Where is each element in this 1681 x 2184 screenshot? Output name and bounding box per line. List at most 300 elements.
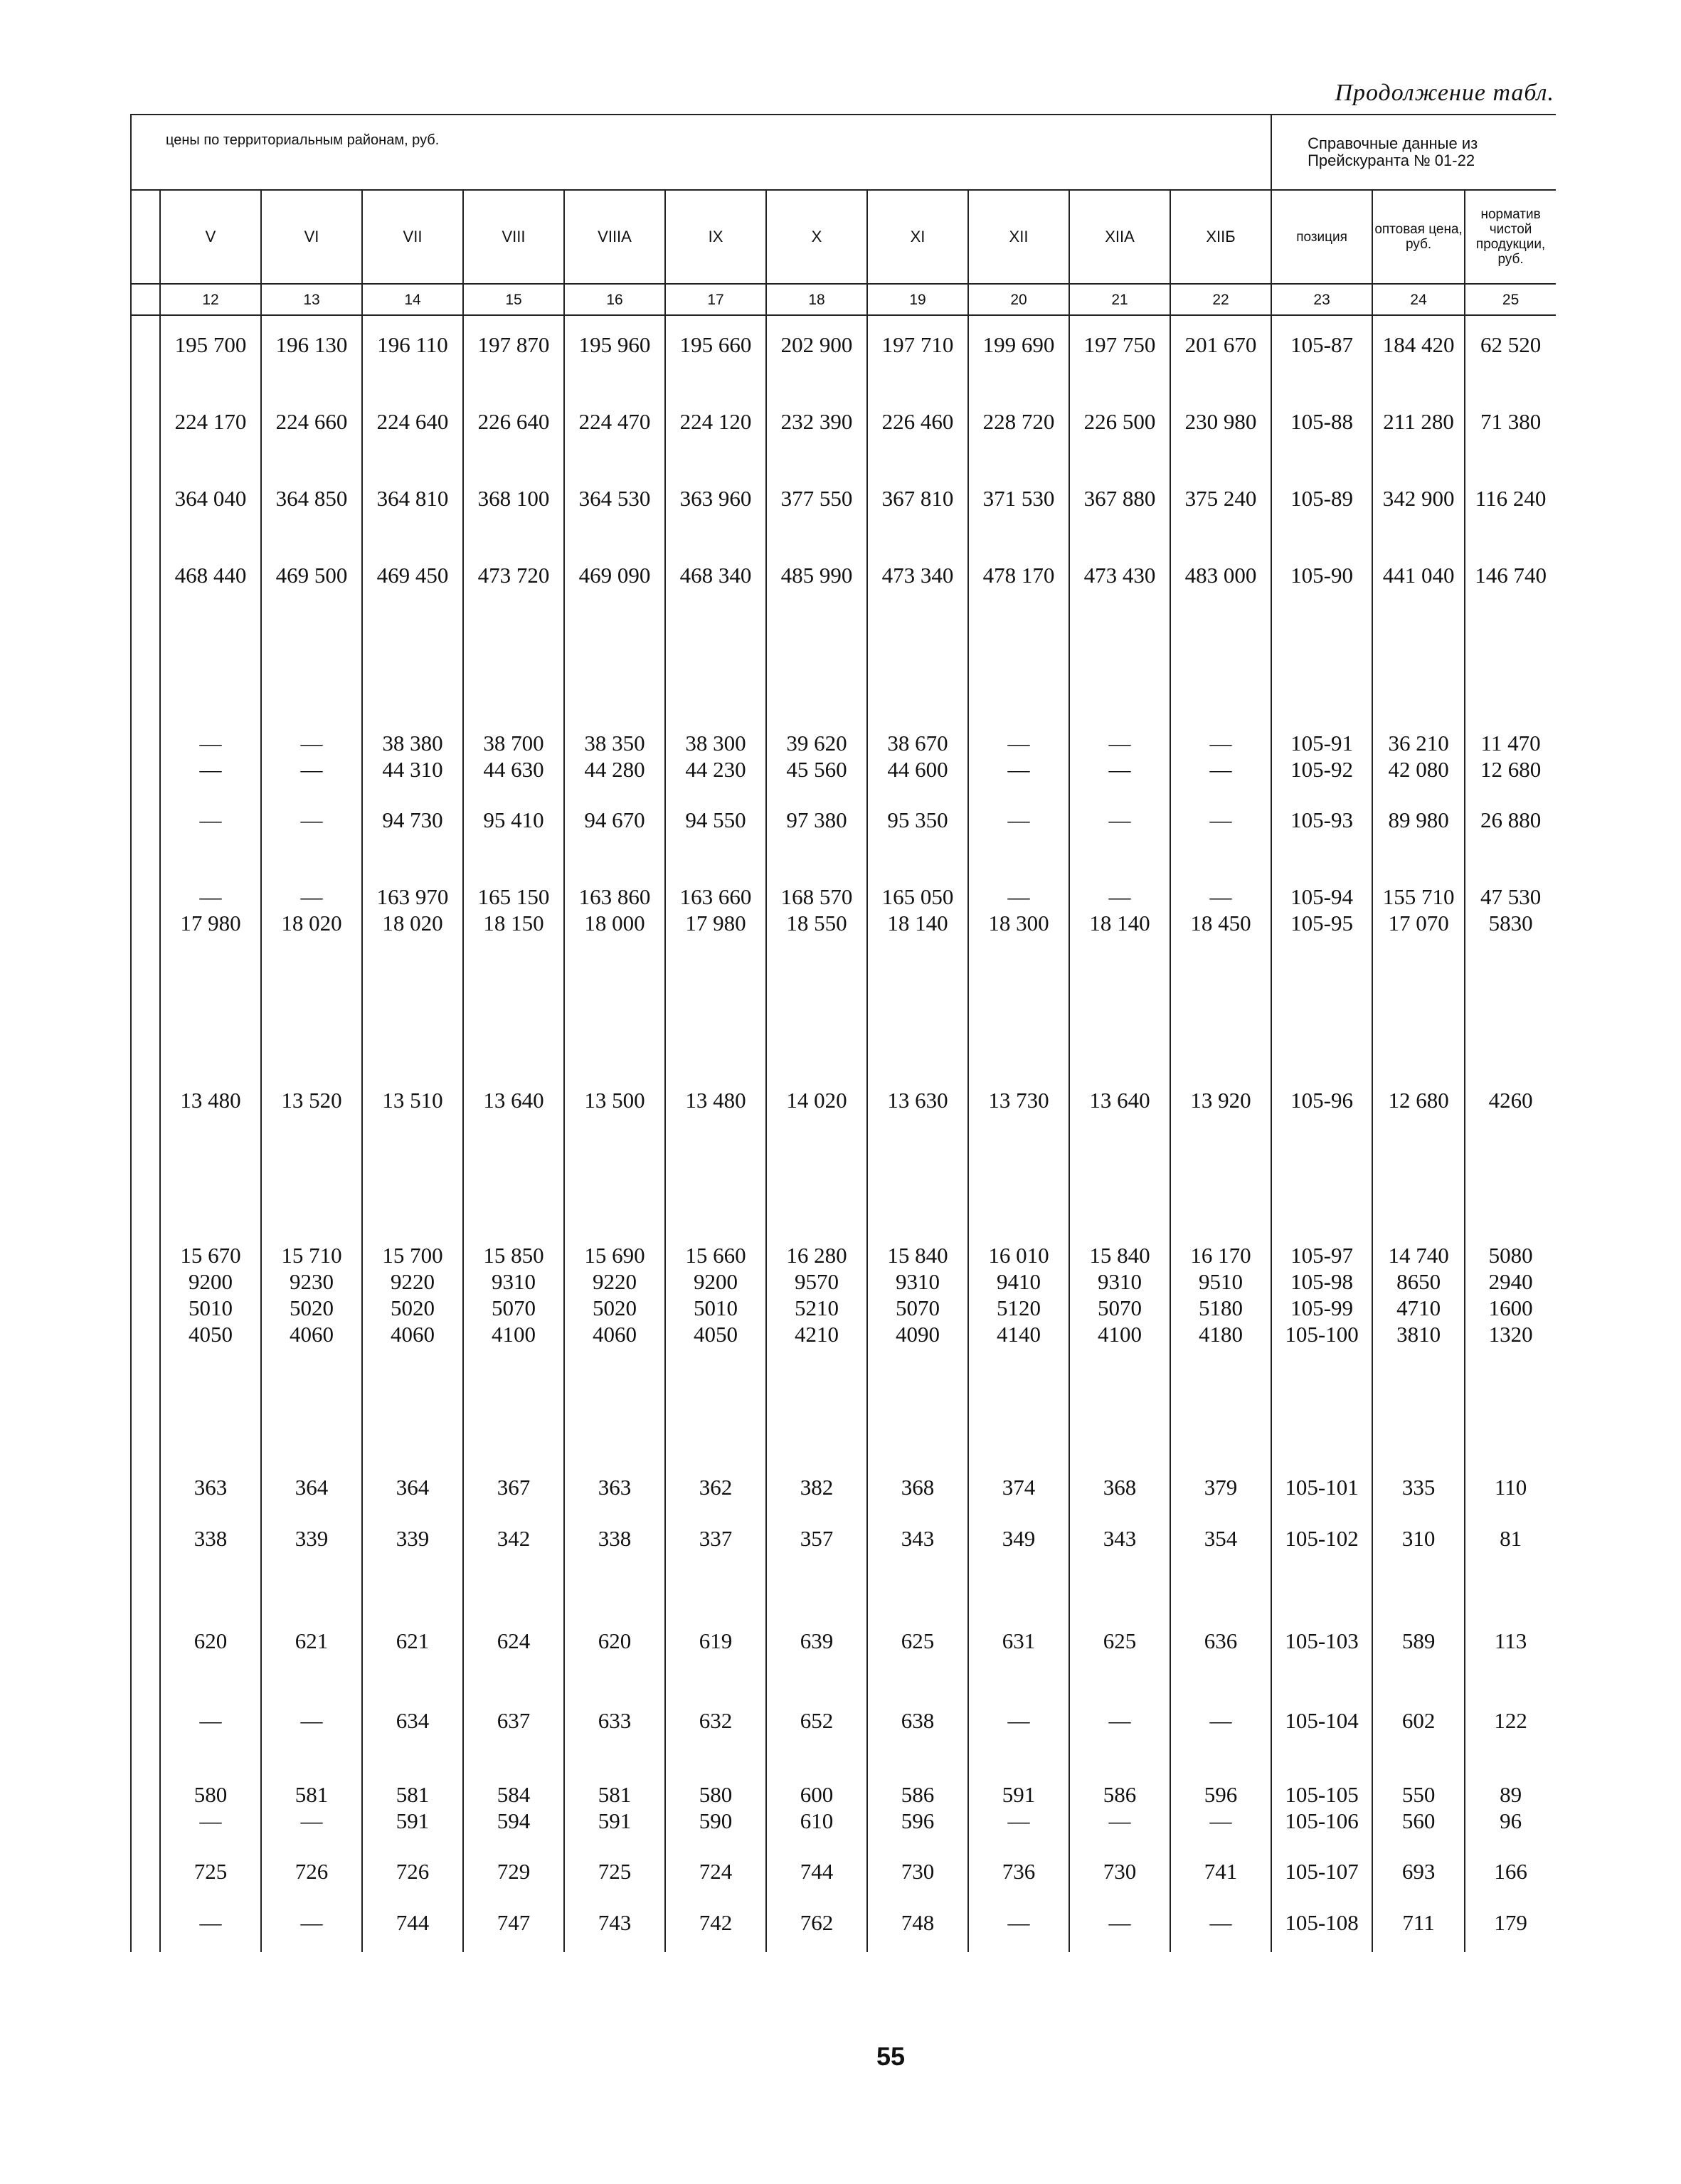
cell-value: 339 [295,1526,329,1551]
table-cell [665,408,766,485]
cell-value: 232 390 [780,409,853,434]
column-number: 19 [867,284,968,315]
cell-value: 368 [1103,1475,1137,1500]
table-cell [1170,730,1271,807]
cell-value: 197 870 [477,332,550,357]
cell-value: 13 920 [1190,1088,1251,1113]
cell-value: 14 020 [786,1088,847,1113]
cell-value: — — [1108,731,1131,782]
cell-value: 15 670 9200 5010 4050 [180,1243,241,1347]
cell-value: 38 350 44 280 [584,731,645,782]
table-cell [1069,332,1170,408]
table-cell [463,1242,564,1474]
cell-value: 105-91 105-92 [1290,731,1353,782]
column-number: 13 [261,284,362,315]
column-number: 23 [1271,284,1372,315]
spacer-cell [261,315,362,332]
cell-value: 762 [800,1910,834,1935]
row-edge [131,1525,160,1628]
cell-value: 105-93 [1290,807,1353,832]
table-cell [1170,1781,1271,1858]
table-cell [665,1858,766,1909]
table-cell [867,730,968,807]
table-row [131,1525,1556,1628]
cell-value: 748 [901,1910,935,1935]
table-cell [867,1858,968,1909]
table-cell [1069,408,1170,485]
table-cell [261,485,362,562]
table-cell [968,332,1069,408]
table-cell [867,485,968,562]
cell-value: 13 500 [584,1088,645,1113]
table-cell [1465,1087,1556,1242]
table-cell [1170,1909,1271,1952]
cell-value: 354 [1204,1526,1238,1551]
cell-value: 586 596 [901,1782,935,1833]
table-cell [1170,884,1271,1087]
cell-value: 105-96 [1290,1088,1353,1113]
cell-value: 600 610 [800,1782,834,1833]
cell-value: 363 [598,1475,632,1500]
cell-value: 224 640 [376,409,449,434]
cell-value: 13 730 [988,1088,1049,1113]
cell-value: 589 [1401,1628,1436,1653]
cell-value: 224 660 [275,409,348,434]
cell-value: 580 — [193,1782,228,1833]
table-cell [968,1781,1069,1858]
table-cell [1271,1781,1372,1858]
cell-value: — 18 140 [1089,884,1150,935]
table-cell [665,332,766,408]
table-cell [463,1474,564,1525]
table-cell [160,1707,261,1781]
table-cell [1170,1242,1271,1474]
table-cell [1170,1525,1271,1628]
table-cell [160,485,261,562]
cell-value: 580 590 [699,1782,733,1833]
table-cell [160,1909,261,1952]
table-cell [463,1909,564,1952]
row-edge [131,408,160,485]
cell-value: 726 [295,1859,329,1884]
table-cell [665,1628,766,1707]
cell-value: 122 [1494,1708,1527,1733]
table-cell [1465,1242,1556,1474]
cell-value: 377 550 [780,486,853,511]
spacer-cell [564,315,665,332]
cell-value: 367 [497,1475,531,1500]
table-cell [564,408,665,485]
table-cell [1465,1781,1556,1858]
cell-value: 349 [1002,1526,1036,1551]
cell-value: 5080 2940 1600 1320 [1488,1243,1533,1347]
table-cell [261,1707,362,1781]
table-cell [1271,730,1372,807]
cell-value: 105-94 105-95 [1290,884,1353,935]
table-cell [1271,562,1372,730]
table-cell [261,1858,362,1909]
table-cell [564,1087,665,1242]
table-cell [766,1628,867,1707]
cell-value: 469 450 [376,563,449,588]
spacer-row [131,315,1556,332]
table-cell [766,1474,867,1525]
column-number-row [131,284,1556,315]
cell-value: — — [300,731,323,782]
cell-value: — 17 980 [180,884,241,935]
table-cell [362,562,463,730]
cell-value: 89 96 [1500,1782,1522,1833]
column-header: V [160,190,261,284]
table-cell [261,730,362,807]
table-cell [160,332,261,408]
cell-value: 201 670 [1184,332,1257,357]
table-cell [362,730,463,807]
table-row [131,884,1556,1087]
cell-value: 363 960 [679,486,752,511]
table-cell [1271,485,1372,562]
table-cell [261,1628,362,1707]
column-number: 12 [160,284,261,315]
cell-value: 473 340 [881,563,954,588]
row-edge [131,485,160,562]
cell-value: 39 620 45 560 [786,731,847,782]
table-cell [1372,884,1465,1087]
cell-value: 165 150 18 150 [477,884,550,935]
table-cell [261,408,362,485]
cell-value: 95 410 [483,807,544,832]
table-cell [1069,1909,1170,1952]
cell-value: 105-102 [1285,1526,1359,1551]
table-cell [1271,1909,1372,1952]
cell-value: — [199,1708,222,1733]
cell-value: 195 960 [578,332,651,357]
table-cell [968,485,1069,562]
column-header: VI [261,190,362,284]
table-cell [1465,1525,1556,1628]
table-cell [1465,807,1556,884]
table-cell [766,408,867,485]
spacer-cell [1069,315,1170,332]
cell-value: 357 [800,1526,834,1551]
table-cell [1069,562,1170,730]
table-cell [564,1909,665,1952]
row-edge [131,1781,160,1858]
table-cell [766,884,867,1087]
column-header: IX [665,190,766,284]
table-cell [463,1707,564,1781]
table-cell [160,807,261,884]
cell-value: 744 [396,1910,430,1935]
cell-value: — [300,1708,323,1733]
column-header: XIIA [1069,190,1170,284]
cell-value: 197 750 [1083,332,1156,357]
cell-value: 15 660 9200 5010 4050 [685,1243,746,1347]
table-cell [362,1781,463,1858]
reference-caption-line1: Справочные данные из [1308,134,1478,152]
cell-value: 469 090 [578,563,651,588]
cell-value: 724 [699,1859,733,1884]
cell-value: — 18 020 [281,884,342,935]
table-cell [867,884,968,1087]
table-cell [968,1909,1069,1952]
cell-value: 230 980 [1184,409,1257,434]
table-cell [766,1858,867,1909]
cell-value: 38 300 44 230 [685,731,746,782]
cell-value: 196 110 [377,332,448,357]
row-edge [131,1474,160,1525]
cell-value: 38 670 44 600 [887,731,948,782]
table-row [131,1781,1556,1858]
spacer-cell [362,315,463,332]
table-cell [1465,1474,1556,1525]
reference-caption-line2: Прейскуранта № 01-22 [1308,152,1475,169]
table-cell [463,562,564,730]
table-cell [1372,1628,1465,1707]
cell-value: 105-97 105-98 105-99 105-100 [1285,1243,1359,1347]
table-cell [564,562,665,730]
cell-value: 199 690 [982,332,1055,357]
cell-value: 13 510 [382,1088,443,1113]
cell-value: 339 [396,1526,430,1551]
cell-value: 15 850 9310 5070 4100 [483,1243,544,1347]
spacer-cell [867,315,968,332]
cell-value: 478 170 [982,563,1055,588]
table-cell [1069,1242,1170,1474]
table-cell [665,1087,766,1242]
table-cell [1170,408,1271,485]
cell-value: 16 280 9570 5210 4210 [786,1243,847,1347]
table-cell [261,332,362,408]
column-number: 20 [968,284,1069,315]
cell-value: 197 710 [881,332,954,357]
cell-value: 16 010 9410 5120 4140 [988,1243,1049,1347]
cell-value: 468 340 [679,563,752,588]
table-cell [1069,807,1170,884]
cell-value: 166 [1494,1859,1527,1884]
table-cell [665,884,766,1087]
table-cell [867,1242,968,1474]
table-cell [766,485,867,562]
cell-value: 741 [1204,1859,1238,1884]
cell-value: 625 [1103,1628,1137,1653]
table-cell [362,1707,463,1781]
cell-value: 581 — [295,1782,329,1833]
cell-value: 550 560 [1401,1782,1436,1833]
price-table [130,114,1556,1952]
cell-value: 15 710 9230 5020 4060 [281,1243,342,1347]
cell-value: 163 970 18 020 [376,884,449,935]
table-cell [463,332,564,408]
table-cell [1465,485,1556,562]
cell-value: 338 [598,1526,632,1551]
table-row [131,1242,1556,1474]
table-row [131,1087,1556,1242]
row-edge [131,807,160,884]
column-number: 22 [1170,284,1271,315]
cell-value: — [1108,1708,1131,1733]
table-cell [665,1525,766,1628]
table-cell [1271,408,1372,485]
table-cell [867,1525,968,1628]
cell-value: 163 860 18 000 [578,884,651,935]
spacer-cell [463,315,564,332]
table-cell [160,562,261,730]
cell-value: 11 470 12 680 [1480,731,1542,782]
table-cell [1271,1707,1372,1781]
table-cell [261,1909,362,1952]
cell-value: 202 900 [780,332,853,357]
table-cell [968,1707,1069,1781]
table-cell [968,1242,1069,1474]
column-header: норматив чистой продукции, руб. [1465,190,1556,284]
cell-value: 155 710 17 070 [1382,884,1455,935]
table-cell [160,884,261,1087]
table-cell [968,1525,1069,1628]
table-cell [766,562,867,730]
table-cell [1170,1628,1271,1707]
table-cell [564,807,665,884]
table-cell [867,1707,968,1781]
table-cell [463,730,564,807]
cell-value: 468 440 [174,563,247,588]
table-cell [968,562,1069,730]
table-cell [665,485,766,562]
row-edge [131,1909,160,1952]
table-cell [1069,884,1170,1087]
table-row [131,1628,1556,1707]
prices-caption: цены по территориальным районам, руб. [131,115,1271,190]
table-cell [463,1781,564,1858]
table-cell [1372,408,1465,485]
table-row [131,1707,1556,1781]
cell-value: 368 100 [477,486,550,511]
cell-value: 711 [1402,1910,1435,1935]
table-cell [1372,1909,1465,1952]
table-cell [1170,332,1271,408]
cell-value: — [1108,807,1131,832]
cell-value: — [1007,1910,1030,1935]
row-edge [131,332,160,408]
table-cell [1465,562,1556,730]
table-cell [1271,1242,1372,1474]
table-cell [463,884,564,1087]
cell-value: — — [1007,731,1030,782]
cell-value: 620 [598,1628,632,1653]
cell-value: 362 [699,1475,733,1500]
cell-value: 342 900 [1382,486,1455,511]
table-cell [362,1474,463,1525]
table-cell [362,485,463,562]
cell-value: 105-88 [1290,409,1353,434]
cell-value: 637 [497,1708,531,1733]
table-row [131,485,1556,562]
table-cell [1271,1628,1372,1707]
table-cell [463,408,564,485]
cell-value: 4260 [1488,1088,1533,1113]
table-cell [1271,1858,1372,1909]
cell-value: — [1108,1910,1131,1935]
cell-value: — — [199,731,222,782]
table-cell [160,1242,261,1474]
table-cell [867,1087,968,1242]
table-cell [362,1242,463,1474]
table-cell [1465,408,1556,485]
table-cell [1170,1087,1271,1242]
cell-value: 13 480 [180,1088,241,1113]
table-cell [1170,562,1271,730]
table-cell [1372,332,1465,408]
table-cell [463,485,564,562]
table-cell [1372,1781,1465,1858]
table-cell [1465,730,1556,807]
cell-value: 634 [396,1708,430,1733]
table-cell [1069,1781,1170,1858]
cell-value: 382 [800,1475,834,1500]
cell-value: 473 720 [477,563,550,588]
column-header: VIIIA [564,190,665,284]
column-number: 18 [766,284,867,315]
cell-value: 105-89 [1290,486,1353,511]
spacer-cell [968,315,1069,332]
table-cell [463,1858,564,1909]
cell-value: — [199,1910,222,1935]
cell-value: 36 210 42 080 [1388,731,1449,782]
cell-value: 441 040 [1382,563,1455,588]
cell-value: 226 640 [477,409,550,434]
row-edge [131,1087,160,1242]
cell-value: 310 [1401,1526,1436,1551]
table-cell [1372,1474,1465,1525]
table-cell [1465,1858,1556,1909]
table-cell [564,1525,665,1628]
cell-value: 13 640 [1089,1088,1150,1113]
cell-value: 105-108 [1285,1910,1359,1935]
table-cell [1170,485,1271,562]
table-cell [766,1707,867,1781]
table-cell [362,332,463,408]
table-cell [160,1858,261,1909]
column-header: XII [968,190,1069,284]
table-cell [867,562,968,730]
cell-value: 15 840 9310 5070 4100 [1089,1243,1150,1347]
cell-value: 375 240 [1184,486,1257,511]
cell-value: 94 730 [382,807,443,832]
table-cell [463,1087,564,1242]
row-edge [131,1628,160,1707]
cell-value: 226 500 [1083,409,1156,434]
column-header: оптовая цена, руб. [1372,190,1465,284]
cell-value: 165 050 18 140 [881,884,954,935]
table-cell [463,1525,564,1628]
table-cell [564,332,665,408]
table-cell [1372,1525,1465,1628]
table-cell [766,1525,867,1628]
table-cell [1170,807,1271,884]
cell-value: 363 [193,1475,228,1500]
cell-value: 581 591 [396,1782,430,1833]
table-cell [1069,1087,1170,1242]
cell-value: 633 [598,1708,632,1733]
table-cell [1372,730,1465,807]
cell-value: 105-105 105-106 [1285,1782,1359,1833]
column-header: X [766,190,867,284]
number-edge [131,284,160,315]
table-cell [261,884,362,1087]
table-cell [261,1242,362,1474]
cell-value: 62 520 [1480,332,1542,357]
cell-value: 26 880 [1480,807,1542,832]
